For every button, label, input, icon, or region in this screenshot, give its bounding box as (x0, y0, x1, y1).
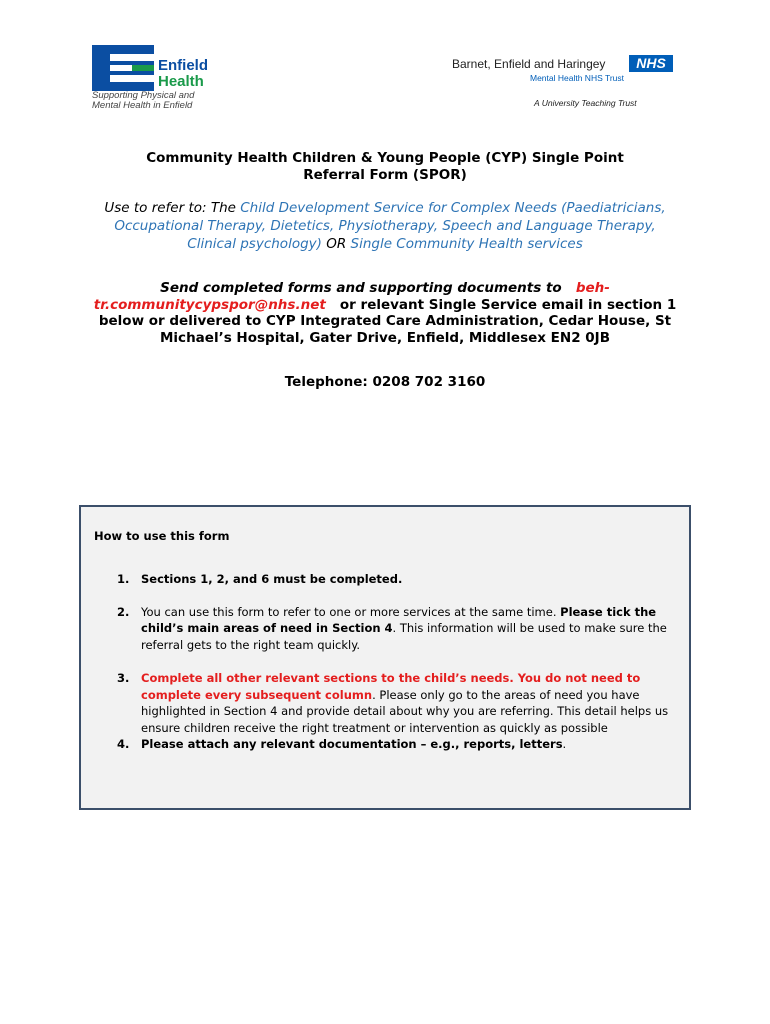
send-rest: or relevant Single Service email in section 1 below or delivered to CYP Integrated Care Administration, Cedar House, St Michael’s Hospital, Gater Drive, Enfield, Middlesex EN2 0JB (98, 296, 677, 346)
step-tail-text: . This information will be used to make sure the referral gets to the right team quickly. (141, 621, 667, 652)
use-to-joiner: OR (321, 236, 351, 252)
how-to-box (79, 505, 691, 810)
step-bold-text: Please tick the child’s main areas of need in Section 4 (141, 604, 657, 635)
use-to-paragraph (90, 199, 680, 253)
step-number: 4. (117, 737, 130, 751)
title-line-2: Referral Form (SPOR) (303, 167, 467, 183)
title-line-1: Community Health Children & Young People (CYP) Single Point (146, 150, 624, 166)
step-tail-text: . (562, 737, 567, 751)
how-to-steps (117, 571, 677, 753)
logo-tagline (92, 91, 194, 111)
telephone-line: Telephone: 0208 702 3160 (284, 374, 486, 390)
step-tail-text: . Please only go to the areas of need you have highlighted in Section 4 and provide detail about why you are referring. This detail helps us ensure children receive the right treatment or intervention as quickly as possible (141, 687, 669, 735)
referral-email-link[interactable]: beh-tr.communitycypspor@nhs.net (93, 280, 610, 313)
send-lead: Send completed forms and supporting documents to (160, 280, 562, 296)
step-text: You can use this form to refer to one or more services at the same time. (141, 604, 561, 619)
logo-tagline-line1: Supporting Physical and (92, 90, 195, 101)
step-bold-text: Please attach any relevant documentation – e.g., reports, letters (141, 737, 563, 751)
university-trust-text: A University Teaching Trust (534, 98, 637, 108)
step-3 (117, 670, 677, 736)
step-1 (117, 571, 677, 588)
step-number: 1. (117, 572, 130, 586)
use-to-prefix: Use to refer to: The (104, 200, 241, 216)
logo-health-text: Health (158, 73, 204, 90)
child-development-service-text: Child Development Service for Complex Needs (Paediatricians, Occupational Therapy, Dietetics, Physiotherapy, Speech and Language Therapy, Clinical psychology) (114, 200, 666, 252)
step-text: Sections 1, 2, and 6 must be completed. (141, 572, 403, 586)
nhs-trust-logo (440, 52, 680, 112)
enfield-e-icon (92, 45, 154, 91)
enfield-health-logo (92, 45, 242, 115)
page-title (80, 150, 690, 184)
nhs-badge: NHS (629, 55, 673, 72)
logo-tagline-line2: Mental Health in Enfield (92, 100, 193, 111)
step-red-text: Complete all other relevant sections to the child’s needs. You do not need to complete every subsequent column (141, 671, 641, 702)
step-2 (117, 604, 677, 654)
trust-subtitle: Mental Health NHS Trust (530, 73, 625, 83)
step-number: 3. (117, 671, 130, 685)
how-to-title: How to use this form (94, 529, 230, 543)
logo-enfield-text: Enfield (158, 57, 209, 74)
send-instructions (80, 280, 690, 346)
trust-name: Barnet, Enfield and Haringey (452, 57, 606, 71)
step-number: 2. (117, 604, 130, 619)
single-community-services-text: Single Community Health services (350, 236, 583, 252)
step-4 (117, 736, 677, 753)
